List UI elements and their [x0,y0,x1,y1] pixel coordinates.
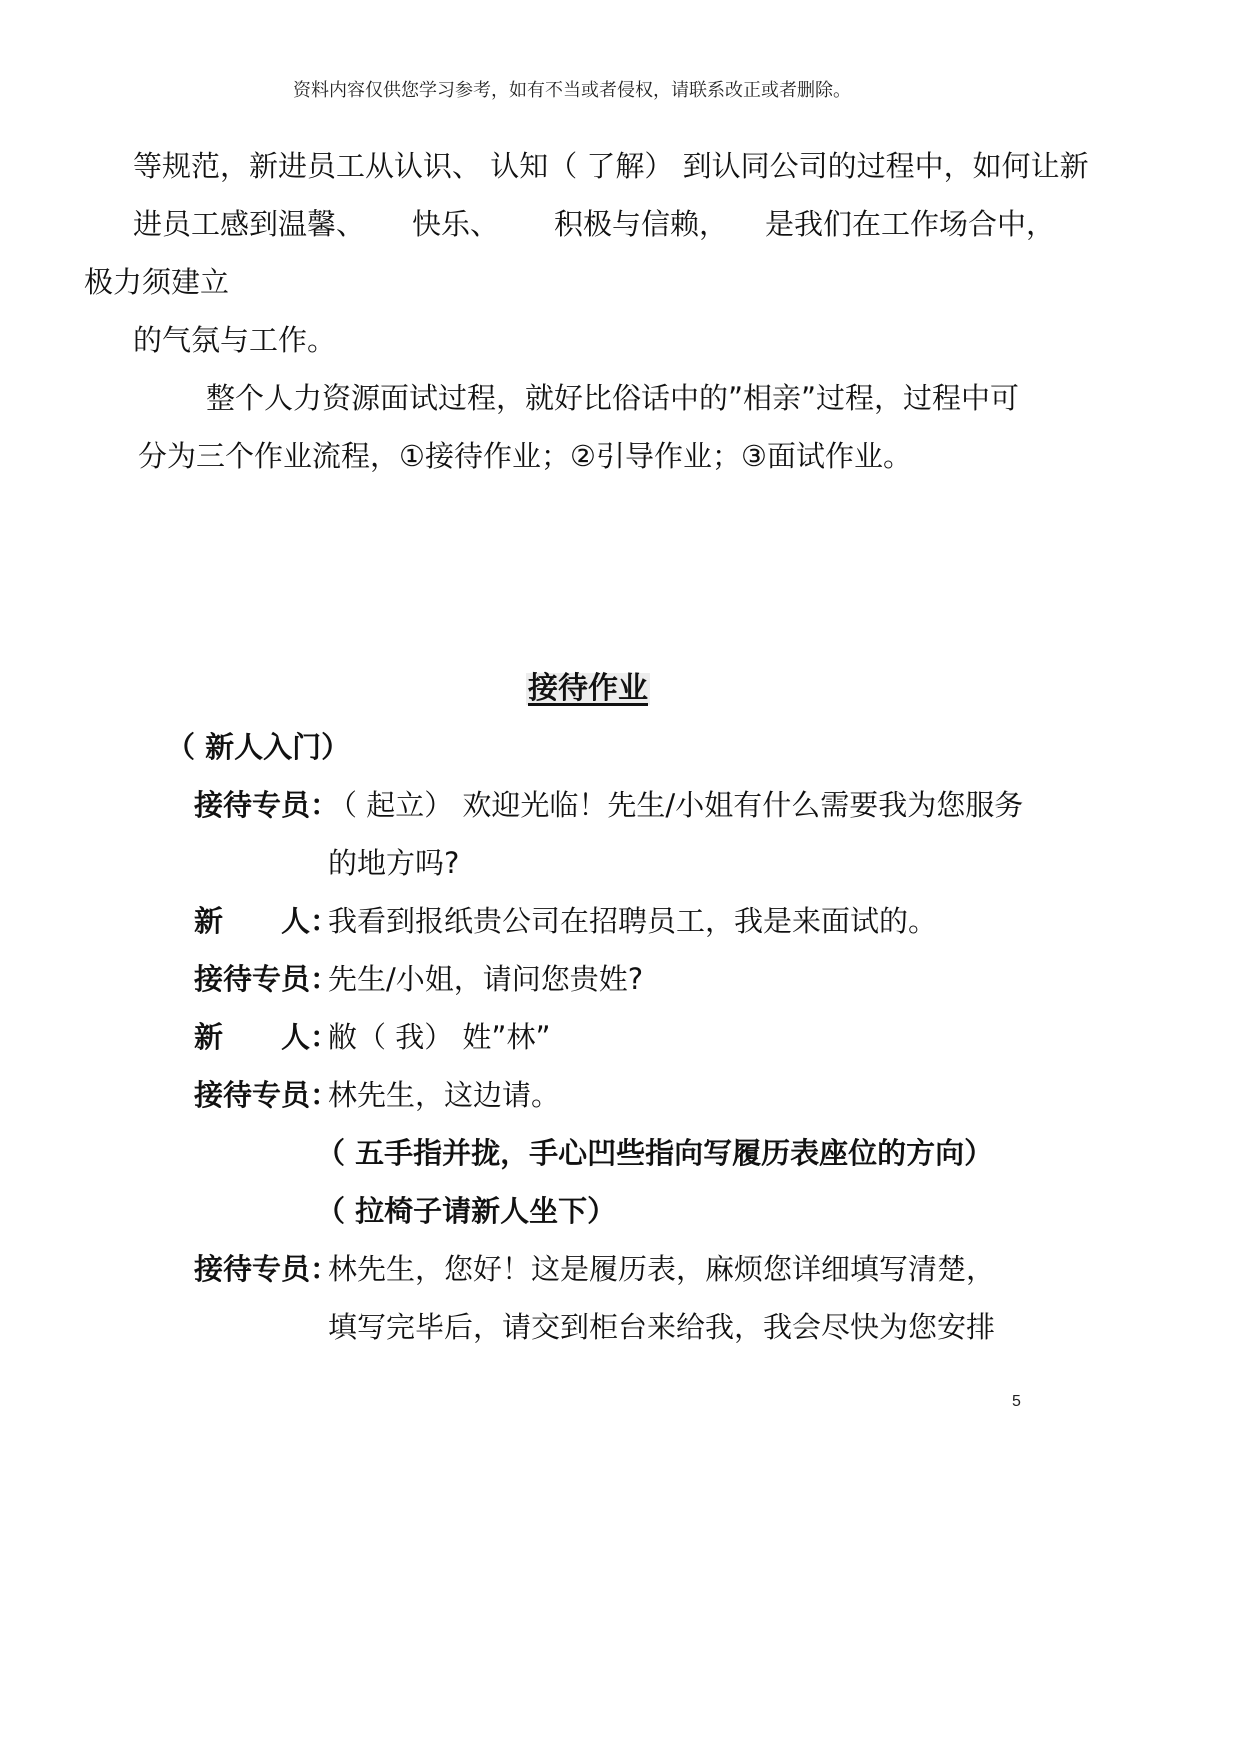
stage-direction-2: （ 拉椅子请新人坐下） [316,1194,617,1228]
dialogue-text-4: 先生/小姐，请问您贵姓? [328,962,644,996]
intro-line-5: 整个人力资源面试过程，就好比俗话中的”相亲”过程，过程中可 [206,381,1020,415]
dialogue-speaker-6: 接待专员： [194,1078,340,1112]
page-number: 5 [1012,1393,1021,1410]
dialogue-text-6: 林先生，这边请。 [328,1078,561,1112]
dialogue-speaker-9: 接待专员： [194,1252,340,1286]
dialogue-text-10: 填写完毕后，请交到柜台来给我，我会尽快为您安排 [328,1310,996,1344]
dialogue-speaker-1: 接待专员： [194,788,340,822]
scene-note: （ 新人入门） [166,730,351,764]
dialogue-text-5: 敝（ 我） 姓”林” [328,1020,551,1054]
stage-direction-1: （ 五手指并拢，手心凹些指向写履历表座位的方向） [316,1136,994,1170]
header-notice: 资料内容仅供您学习参考，如有不当或者侵权，请联系改正或者删除。 [293,80,851,101]
dialogue-speaker-5: 新 人： [194,1020,340,1054]
dialogue-text-9: 林先生，您好！这是履历表，麻烦您详细填写清楚， [328,1252,996,1286]
intro-line-2b: 快乐、 [412,207,500,241]
section-title: 接待作业 [528,671,648,706]
intro-line-2c: 积极与信赖， [554,207,729,241]
intro-line-1: 等规范，新进员工从认识、 认知（ 了解） 到认同公司的过程中，如何让新 [133,149,1089,183]
dialogue-speaker-4: 接待专员： [194,962,340,996]
dialogue-speaker-3: 新 人： [194,904,340,938]
intro-line-2d: 是我们在工作场合中， [765,207,1056,241]
intro-line-3: 极力须建立 [84,265,230,299]
dialogue-text-3: 我看到报纸贵公司在招聘员工，我是来面试的。 [328,904,938,938]
intro-line-6: 分为三个作业流程，①接待作业；②引导作业；③面试作业。 [138,439,912,473]
dialogue-text-1: （ 起立） 欢迎光临！先生/小姐有什么需要我为您服务 [328,788,1024,822]
intro-line-2a: 进员工感到温馨、 [133,207,366,241]
intro-line-4: 的气氛与工作。 [133,323,337,357]
dialogue-text-2: 的地方吗? [328,846,460,880]
